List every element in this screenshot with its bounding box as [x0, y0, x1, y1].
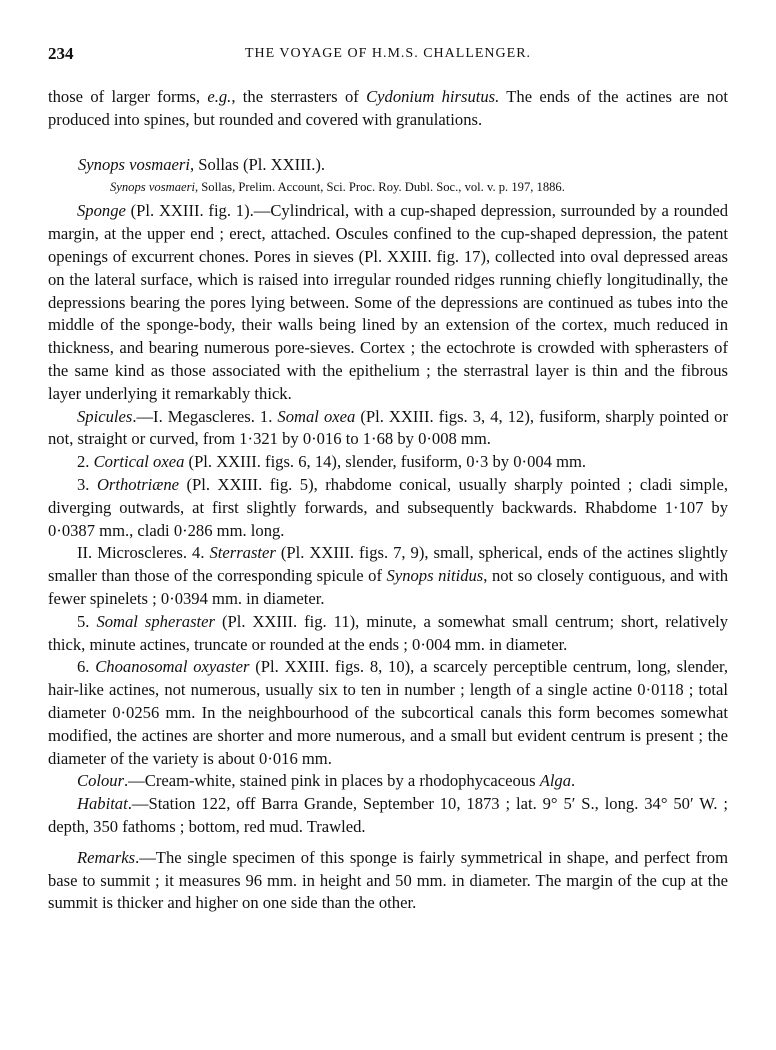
- spacer: [48, 839, 728, 847]
- intro-eg: e.g.: [207, 87, 232, 106]
- sponge-paragraph: [48, 200, 728, 405]
- remarks-label: Remarks: [77, 847, 136, 867]
- spicules-text: (Pl. XXIII. figs. 3, 4, 12), fusiform, sharply pointed or not, straight or curved, from 1·321 by 0·016 to 1·68 by 0·008 mm.: [48, 406, 728, 449]
- spicules-text: .—I. Megascleres. 1.: [132, 406, 278, 426]
- spicule-text: (Pl. XXIII. figs. 6, 14), slender, fusiform, 0·3 by 0·004 mm.: [184, 452, 587, 472]
- species-author: , Sollas (Pl. XXIII.).: [190, 154, 326, 174]
- intro-paragraph: [48, 86, 728, 132]
- habitat-text: .—Station 122, off Barra Grande, September 10, 1873 ; lat. 9° 5′ S., long. 34° 50′ W. ; depth, 350 fathoms ; bottom, red mud. Trawled.: [48, 794, 728, 836]
- species-name: Synops vosmaeri: [78, 154, 190, 174]
- spicule-text: (Pl. XXIII. fig. 11), minute, a somewhat small centrum; short, relatively thick, minute actines, truncate or rounded at the ends ; 0·004 mm. in diameter.: [48, 611, 729, 654]
- species-heading: [78, 154, 728, 177]
- spicule-number: 2.: [77, 452, 94, 472]
- sponge-label: Sponge: [77, 201, 126, 221]
- intro-text-2: , the sterrasters of: [231, 87, 367, 106]
- spicule-text: (Pl. XXIII. fig. 5), rhabdome conical, usually sharply pointed ; cladi simple, diverging outwards, at first slightly forwards, and subsequently backwards. Rhabdome 1·107 by 0·0387 mm., cladi 0·286 mm. long.: [48, 474, 729, 540]
- spicule-cortical-oxea: Cortical oxea: [93, 452, 185, 472]
- spicule-orthotriaene: Orthotriæne: [96, 474, 180, 494]
- colour-paragraph: [48, 770, 728, 793]
- intro-taxon: Cydonium hirsutus.: [366, 87, 500, 106]
- remarks-text: .—The single specimen of this sponge is fairly symmetrical in shape, and perfect from base to summit ; it measures 96 mm. in height and 50 mm. in diameter. The margin of the cup at the summit is thicker and higher on one side than the other.: [48, 847, 728, 913]
- spicule-sterraster: Sterraster: [209, 543, 276, 563]
- synonymy: [110, 178, 728, 196]
- spicule-text: , not so closely contiguous, and with fewer spinelets ; 0·0394 mm. in diameter.: [48, 566, 728, 608]
- spicule-number: 5.: [77, 611, 97, 631]
- colour-alga: Alga: [539, 771, 572, 791]
- synonymy-reference: , Sollas, Prelim. Account, Sci. Proc. Roy. Dubl. Soc., vol. v. p. 197, 1886.: [195, 180, 565, 195]
- page-body: [48, 86, 728, 915]
- spicule-text: II. Microscleres. 4.: [77, 543, 210, 563]
- spicule-choanosomal-oxyaster: Choanosomal oxyaster: [95, 657, 250, 677]
- habitat-label: Habitat: [77, 794, 128, 814]
- remarks-paragraph: [48, 847, 728, 915]
- spicule-somal-oxea: Somal oxea: [277, 406, 356, 426]
- spicule-somal-spheraster: Somal spheraster: [96, 611, 215, 631]
- intro-text-3: The ends of the actines are not produced into spines, but rounded and covered with granulations.: [48, 87, 728, 129]
- habitat-paragraph: [48, 793, 728, 839]
- spicule-paragraph-5: [48, 611, 728, 657]
- running-header: [48, 44, 728, 68]
- spicule-paragraph-6: [48, 656, 728, 770]
- spicules-label: Spicules: [77, 406, 133, 426]
- colour-end: .: [571, 771, 576, 791]
- sponge-text: (Pl. XXIII. fig. 1).—Cylindrical, with a cup-shaped depression, surrounded by a rounded margin, at the upper end ; erect, attached. Oscules confined to the cup-shaped depression, the patent openings of excurrent chones. Pores in sieves (Pl. XXIII. fig. 17), collected into oval depressed areas on the lateral surface, which is raised into irregular rounded ridges running chiefly longitudinally, the depressions bearing the pores lying between. Some of the depressions are continued as tubes into the middle of the sponge-body, their walls being lined by an extension of the cortex, much reduced in thickness, and bearing numerous pore-sieves. Cortex ; the ectochrote is crowded with spherasters of the same kind as those associated with the epithelium ; the sterrastral layer is thin and the fibrous layer underlying it remarkably thick.: [48, 201, 728, 403]
- spacer: [48, 132, 728, 154]
- synonymy-name: Synops vosmaeri: [110, 180, 195, 195]
- page-number: 234: [48, 44, 74, 63]
- spicule-text: (Pl. XXIII. figs. 7, 9), small, spherical, ends of the actines slightly smaller than those of the corresponding spicule of: [48, 543, 728, 586]
- spicule-paragraph-2: [48, 451, 728, 474]
- colour-label: Colour: [77, 771, 125, 791]
- running-title: THE VOYAGE OF H.M.S. CHALLENGER.: [244, 46, 532, 61]
- taxon-synops-nitidus: Synops nitidus: [386, 566, 484, 586]
- spicule-paragraph-4: [48, 542, 728, 610]
- spicule-number: 6.: [77, 657, 96, 677]
- intro-text: those of larger forms,: [48, 87, 208, 106]
- spicules-paragraph: [48, 406, 728, 452]
- spicule-paragraph-3: [48, 474, 728, 542]
- spicule-number: 3.: [77, 474, 97, 494]
- spicule-text: (Pl. XXIII. figs. 8, 10), a scarcely perceptible centrum, long, slender, hair-like actines, not numerous, usually six to ten in number ; length of a single actine 0·0118 ; total diameter 0·0256 mm. In the neighbourhood of the subcortical canals this form becomes somewhat modified, the actines are shorter and more numerous, and a small but evident centrum is present ; the diameter of the variety is about 0·016 mm.: [48, 657, 728, 768]
- colour-text: .—Cream-white, stained pink in places by a rhodophycaceous: [124, 771, 540, 791]
